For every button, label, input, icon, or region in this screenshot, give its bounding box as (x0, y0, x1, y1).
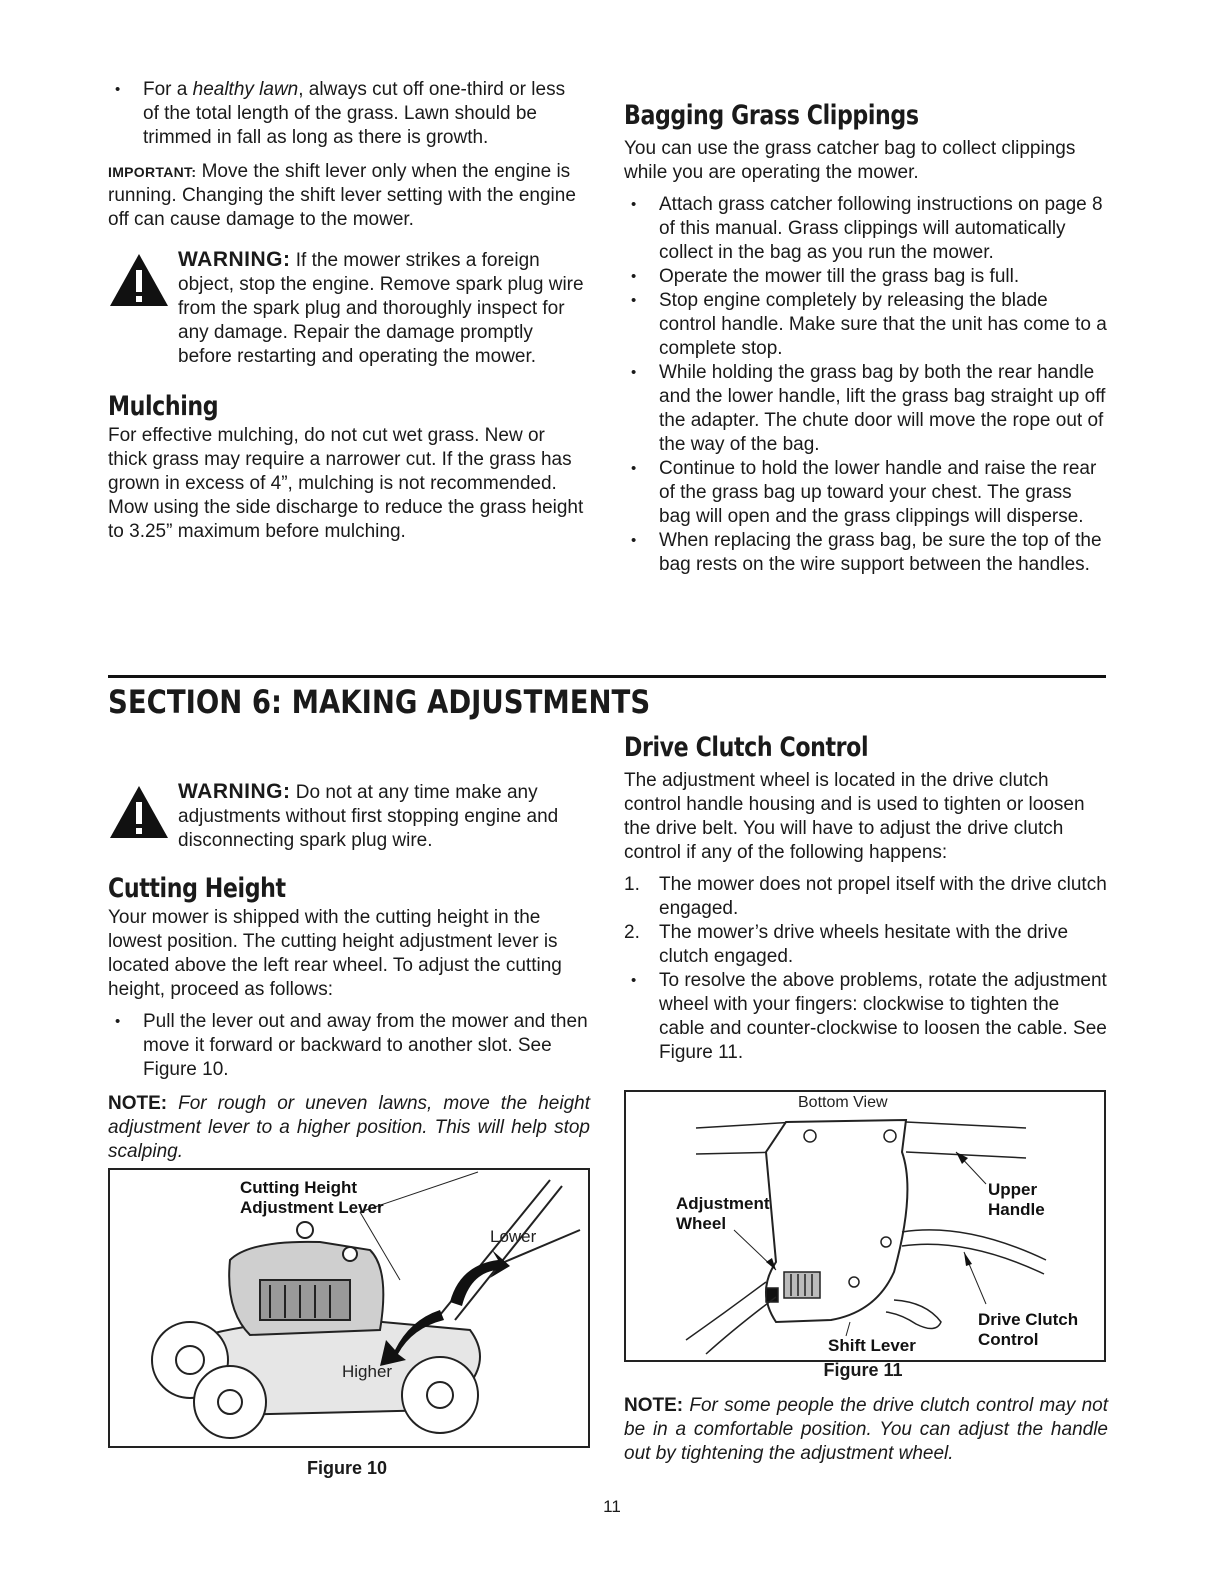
label-line: Wheel (676, 1214, 727, 1233)
warning-box (108, 248, 586, 369)
important-paragraph (108, 160, 586, 232)
list-text: The mower’s drive wheels hesitate with the drive clutch engaged. (659, 922, 1069, 967)
bottom-view-label: Bottom View (798, 1094, 888, 1111)
important-label: IMPORTANT: (108, 164, 197, 180)
list-number: 2. (624, 922, 640, 943)
figure-11-caption: Figure 11 (823, 1360, 903, 1380)
drive-clutch-control-label (978, 1310, 1078, 1350)
warning-text: If the mower strikes a foreign object, stop the engine. Remove spark plug wire from the spark plug and thoroughly inspect for any damage. Repair the damage promptly before restarting and operating the mower. (178, 250, 584, 367)
text-run: For a (143, 79, 193, 100)
warning-triangle-icon (108, 252, 170, 308)
cutting-height-heading: Cutting Height (108, 873, 286, 904)
list-item (624, 921, 1108, 969)
bagging-heading: Bagging Grass Clippings (624, 100, 919, 131)
figure-10-caption: Figure 10 (306, 1458, 388, 1478)
warning-triangle-icon (108, 784, 170, 840)
emphasis-text: healthy lawn (192, 79, 299, 100)
adjustment-wheel-label (676, 1194, 770, 1234)
cutting-height-lever-label (240, 1178, 384, 1218)
label-line: Cutting Height (240, 1178, 358, 1197)
list-text: The mower does not propel itself with the drive clutch engaged. (659, 874, 1107, 919)
page-number: 11 (603, 1497, 621, 1516)
cutting-height-list (108, 1010, 590, 1082)
figure-11 (624, 1090, 1106, 1362)
warning-text: Do not at any time make any adjustments without first stopping engine and disconnecting spark plug wire. (178, 782, 559, 851)
section-title: SECTION 6: MAKING ADJUSTMENTS (108, 683, 651, 721)
drive-clutch-heading: Drive Clutch Control (624, 732, 869, 763)
drive-clutch-numbered-list (624, 873, 1108, 969)
figure-10 (108, 1168, 590, 1448)
warning-label: WARNING: (178, 780, 291, 803)
bagging-list (624, 193, 1108, 577)
list-item: • Continue to hold the lower handle and raise the rear of the grass bag up toward your chest. The grass bag will open and the grass clippings will disperse. (624, 457, 1108, 529)
list-item: • Operate the mower till the grass bag is full. (624, 265, 1108, 289)
text-run: , always cut off one-third or less of the total length of the grass. Lawn should be trimmed in fall as long as there is growth. (143, 79, 566, 148)
lower-label: Lower (490, 1227, 537, 1246)
list-item: • Attach grass catcher following instructions on page 8 of this manual. Grass clippings will automatically collect in the bag as you run the mower. (624, 193, 1108, 265)
note-label: NOTE: (108, 1093, 168, 1114)
mulching-text: For effective mulching, do not cut wet grass. New or thick grass may require a narrower cut. If the grass has grown in excess of 4”, mulching is not recommended. Mow using the side discharge to reduce the grass height to 3.25” maximum before mulching. (108, 425, 584, 542)
important-text: Move the shift lever only when the engine is running. Changing the shift lever setting with the engine off can cause damage to the mower. (108, 161, 576, 230)
list-number: 1. (624, 874, 640, 895)
label-line: Adjustment (676, 1194, 770, 1213)
upper-handle-label (988, 1180, 1045, 1220)
label-line: Handle (988, 1200, 1045, 1219)
drive-clutch-text: The adjustment wheel is located in the drive clutch control handle housing and is used to tighten or loosen the drive belt. You will have to adjust the drive clutch control if any of the following happens: (624, 770, 1085, 863)
left-bottom-block (108, 780, 590, 1164)
bagging-intro: You can use the grass catcher bag to collect clippings while you are operating the mower. (624, 138, 1076, 183)
drive-clutch-list (624, 969, 1108, 1065)
label-line: Control (978, 1330, 1039, 1349)
section-warning-box (108, 780, 590, 853)
list-item: • To resolve the above problems, rotate the adjustment wheel with your fingers: clockwise to tighten the cable and counter-clockwise to loosen the cable. See Figure 11. (624, 969, 1108, 1065)
cutting-height-text: Your mower is shipped with the cutting height in the lowest position. The cutting height adjustment lever is located above the left rear wheel. To adjust the cutting height, proceed as follows: (108, 907, 562, 1000)
right-top-block (624, 100, 1108, 577)
healthy-lawn-list (108, 78, 586, 150)
left-top-block (108, 78, 586, 544)
drive-clutch-note (624, 1394, 1108, 1466)
note-text: For some people the drive clutch control may not be in a comfortable position. You can adjust the handle out by tightening the adjustment wheel. (624, 1395, 1108, 1464)
mulching-heading: Mulching (108, 391, 219, 422)
label-line: Adjustment Lever (240, 1198, 384, 1217)
list-item (624, 873, 1108, 921)
note-label: NOTE: (624, 1395, 684, 1416)
list-item (108, 78, 586, 150)
section-divider (108, 675, 1106, 678)
higher-label: Higher (342, 1362, 393, 1381)
list-item: • When replacing the grass bag, be sure the top of the bag rests on the wire support between the handles. (624, 529, 1108, 577)
list-item: • Stop engine completely by releasing the blade control handle. Make sure that the unit has come to a complete stop. (624, 289, 1108, 361)
list-item: • While holding the grass bag by both the rear handle and the lower handle, lift the grass bag straight up off the adapter. The chute door will move the rope out of the way of the bag. (624, 361, 1108, 457)
list-item: • Pull the lever out and away from the mower and then move it forward or backward to another slot. See Figure 10. (108, 1010, 590, 1082)
warning-label: WARNING: (178, 248, 291, 271)
right-bottom-block (624, 732, 1108, 1065)
cutting-height-note (108, 1092, 590, 1164)
shift-lever-label: Shift Lever (828, 1336, 916, 1355)
note-text: For rough or uneven lawns, move the height adjustment lever to a higher position. This will help stop scalping. (108, 1093, 590, 1162)
label-line: Upper (988, 1180, 1038, 1199)
label-line: Drive Clutch (978, 1310, 1079, 1329)
